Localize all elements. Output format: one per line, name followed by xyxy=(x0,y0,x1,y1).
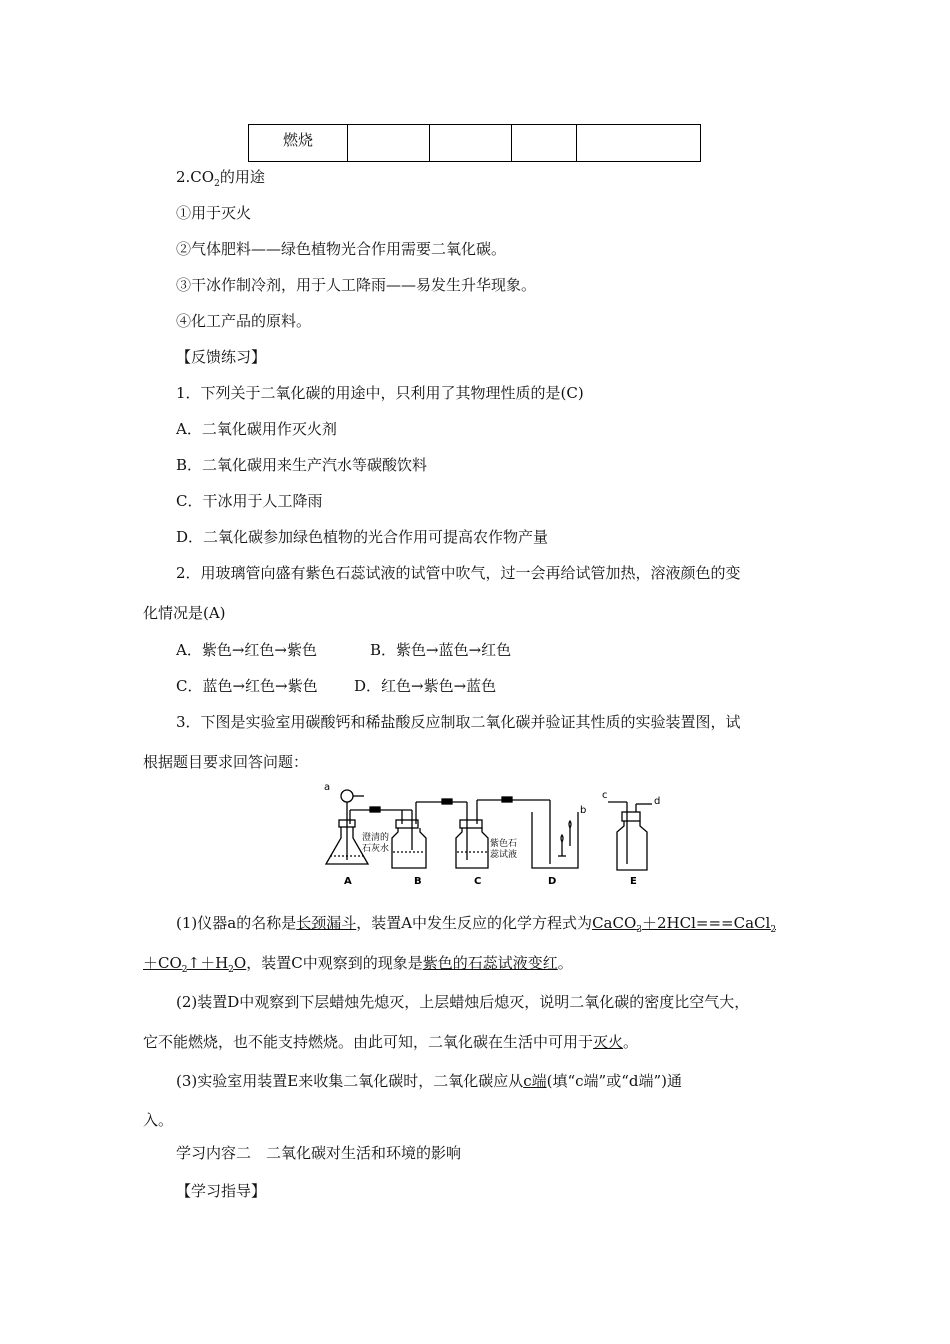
question-2-option-a: A．紫色→红色→紫色 xyxy=(176,641,317,659)
answer-blank: $+CO_2↑+H_2O$ xyxy=(143,954,247,975)
label-b: b xyxy=(580,805,587,816)
apparatus-e xyxy=(608,802,652,870)
answer-blank: 灭火 xyxy=(593,1033,624,1051)
apparatus-d xyxy=(532,800,578,868)
apparatus-label: A xyxy=(344,876,352,887)
table-cell xyxy=(348,125,430,162)
use-item: ③干冰作制冷剂，用于人工降雨——易发生升华现象。 xyxy=(176,276,537,294)
question-2-stem-cont: 化情况是(A) xyxy=(143,604,226,622)
answer-3-line2: 入。 xyxy=(143,1111,174,1129)
answer-2-line1: (2)装置D中观察到下层蜡烛先熄灭，上层蜡烛后熄灭，说明二氧化碳的密度比空气大， xyxy=(176,993,750,1011)
apparatus-label: E xyxy=(630,876,637,887)
question-2-option-d: D．红色→紫色→蓝色 xyxy=(354,677,497,695)
use-item: ④化工产品的原料。 xyxy=(176,312,312,330)
question-2-stem: 2．用玻璃管向盛有紫色石蕊试液的试管中吹气，过一会再给试管加热，溶液颜色的变 xyxy=(176,564,741,582)
label-a: a xyxy=(324,782,331,793)
answer-3-line1: (3)实验室用装置E来收集二氧化碳时，二氧化碳应从c端(填“c端”或“d端”)通 xyxy=(176,1072,682,1090)
answer-blank: 长颈漏斗 xyxy=(296,914,357,932)
apparatus-label: D xyxy=(548,876,557,887)
apparatus-diagram xyxy=(322,780,672,890)
question-1-option: D．二氧化碳参加绿色植物的光合作用可提高农作物产量 xyxy=(176,528,549,546)
answer-blank: c端 xyxy=(523,1072,547,1090)
answer-1-line1: (1)仪器a的名称是长颈漏斗，装置A中发生反应的化学方程式为CaCO$_3$＋2HCl===CaCl$_2$ xyxy=(176,914,777,935)
table-cell xyxy=(512,125,577,162)
b-label-line1: 澄清的 xyxy=(362,833,390,843)
question-2-option-c: C．蓝色→红色→紫色 xyxy=(176,677,318,695)
use-item: ②气体肥料——绿色植物光合作用需要二氧化碳。 xyxy=(176,240,507,258)
label-c: c xyxy=(602,790,608,801)
question-2-option-b: B．紫色→蓝色→红色 xyxy=(370,641,512,659)
question-1-stem: 1．下列关于二氧化碳的用途中，只利用了其物理性质的是(C) xyxy=(176,384,584,402)
use-item: ①用于灭火 xyxy=(176,204,252,222)
answer-2-line2: 它不能燃烧，也不能支持燃烧。由此可知，二氧化碳在生活中可用于灭火。 xyxy=(143,1033,639,1051)
question-1-option: A．二氧化碳用作灭火剂 xyxy=(176,420,337,438)
table-cell-combustion: 燃烧 xyxy=(249,125,348,162)
answer-blank: 紫色的石蕊试液变红 xyxy=(422,954,558,972)
feedback-heading: 【反馈练习】 xyxy=(176,348,267,366)
properties-table xyxy=(248,124,701,162)
apparatus-label: C xyxy=(474,876,482,887)
table-cell xyxy=(430,125,512,162)
apparatus-label: B xyxy=(414,876,422,887)
c-label-line2: 蕊试液 xyxy=(490,850,518,860)
section-title: 学习内容二 二氧化碳对生活和环境的影响 xyxy=(176,1144,462,1162)
question-3-stem: 3．下图是实验室用碳酸钙和稀盐酸反应制取二氧化碳并验证其性质的实验装置图，试 xyxy=(176,713,741,731)
answer-blank: CaCO$_3$＋2HCl===CaCl$_2$ xyxy=(592,914,777,935)
b-label-line2: 石灰水 xyxy=(362,844,390,854)
answer-1-line2: $+CO_2↑+H_2O$，装置C中观察到的现象是紫色的石蕊试液变红。 xyxy=(143,954,573,975)
question-1-option: B．二氧化碳用来生产汽水等碳酸饮料 xyxy=(176,456,428,474)
uses-heading: $2.CO_2$的用途 xyxy=(176,168,265,189)
label-d: d xyxy=(654,796,661,807)
table-cell xyxy=(577,125,701,162)
question-1-option: C．干冰用于人工降雨 xyxy=(176,492,323,510)
question-3-stem-cont: 根据题目要求回答问题： xyxy=(143,753,309,771)
section-guide-heading: 【学习指导】 xyxy=(176,1182,267,1200)
c-label-line1: 紫色石 xyxy=(490,839,518,849)
